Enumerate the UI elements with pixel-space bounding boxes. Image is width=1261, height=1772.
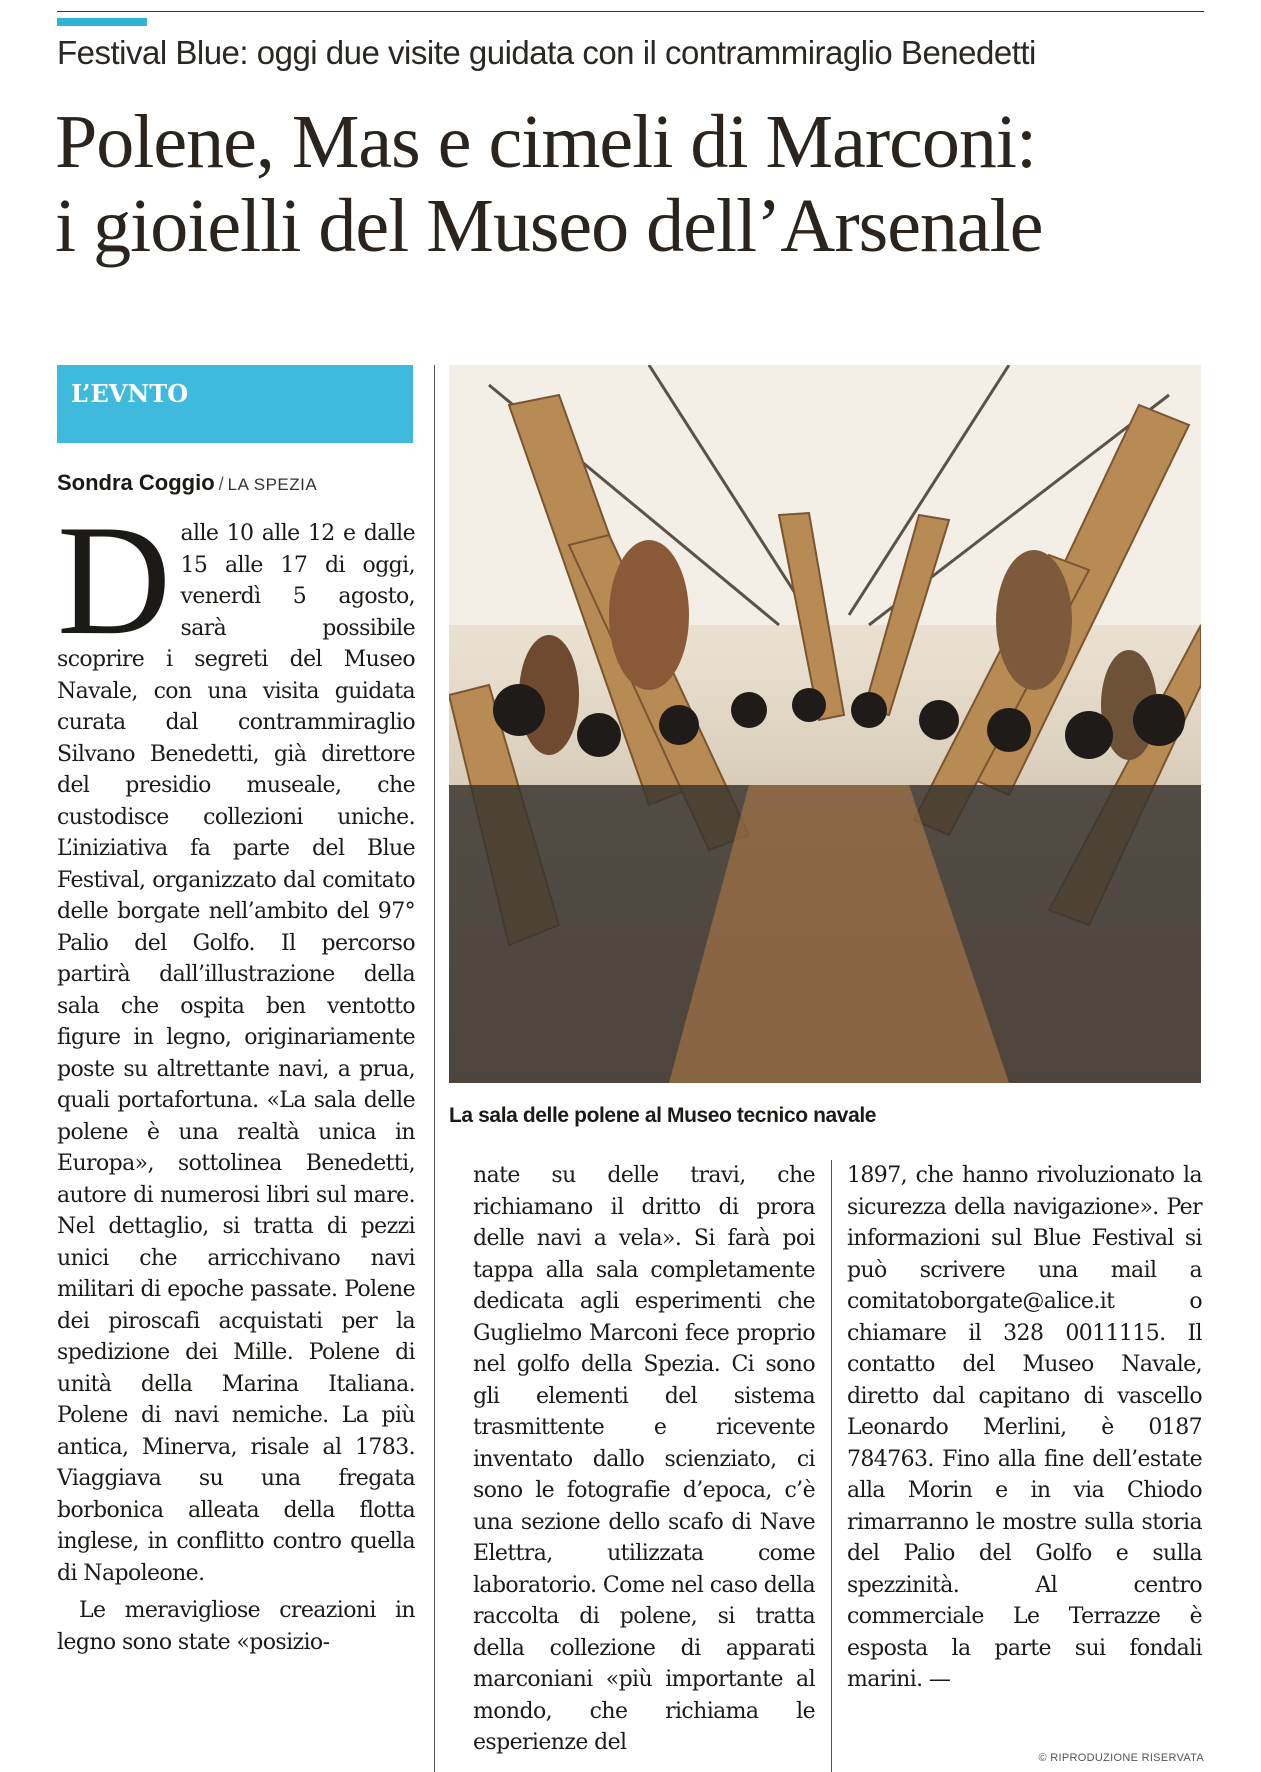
headline-line-2: i gioielli del Museo dell’Arsenale xyxy=(55,184,1043,268)
article-column-2: nate su delle travi, che richiamano il dritto di prora delle navi a vela». Si farà poi tappa alla sala completamente dedicata agli esperimenti che Guglielmo Marconi fece proprio nel golfo della Spezia. Ci sono gli elementi del sistema trasmittente e ricevente inventato dallo scienziato, ci sono le fotografie d’epoca, c’è una sezione dello scafo di Nave Elettra, utilizzata come laboratorio. Come nel caso della raccolta di polene, si tratta della collezione di apparati marconiani «più importante al mondo, che richiama le esperienze del xyxy=(473,1163,815,1755)
museum-photo xyxy=(449,365,1201,1083)
article-column-3: 1897, che hanno rivoluzionato la sicurezza della navigazione». Per informazioni sul Blue Festival si può scrivere una mail a comitatoborgate@alice.it o chiamare il 328 0011115. Il contatto del Museo Navale, diretto dal capitano di vascello Leonardo Merlini, è 0187 784763. Fino alla fine dell’estate alla Morin e in via Chiodo rimarranno le mostre sulla storia del Palio del Golfo e sulla spezzinità. Al centro commerciale Le Terrazze è esposta la parte sui fondali marini. — xyxy=(847,1163,1202,1692)
headline xyxy=(55,100,1215,268)
photo-caption: La sala delle polene al Museo tecnico navale xyxy=(449,1104,877,1127)
headline-line-1: Polene, Mas e cimeli di Marconi: xyxy=(55,100,1037,184)
copyright-notice: © RIPRODUZIONE RISERVATA xyxy=(1038,1752,1204,1764)
top-rule xyxy=(57,11,1204,12)
byline-author: Sondra Coggio xyxy=(57,470,215,495)
byline-separator: / xyxy=(218,474,224,494)
article-column-1 xyxy=(57,493,415,1658)
kicker: Festival Blue: oggi due visite guidata con il contrammiraglio Benedetti xyxy=(57,34,1036,71)
article-paragraph: Le meravigliose creazioni in legno sono state «posizio- xyxy=(57,1598,415,1655)
byline-place: LA SPEZIA xyxy=(227,475,318,494)
dropcap: D xyxy=(57,493,171,668)
museum-photo-illustration xyxy=(449,365,1201,1083)
article-paragraph: alle 10 alle 12 e dalle 15 alle 17 di oggi, venerdì 5 agosto, sarà possibile scoprire i segreti del Museo Navale, con una visita guidata curata dal contrammiraglio Silvano Benedetti, già direttore del presidio museale, che custodisce collezioni uniche. L’iniziativa fa parte del Blue Festival, organizzato dal comitato delle borgate nell’ambito del 97° Palio del Golfo. Il percorso partirà dall’illustrazione della sala che ospita ben ventotto figure in legno, originariamente poste su altrettante navi, a prua, quali portafortuna. «La sala delle polene è una realtà unica in Europa», sottolinea Benedetti, autore di numerosi libri sul mare. Nel dettaglio, si tratta di pezzi unici che arricchivano navi militari di epoche passate. Polene dei piroscafi acquistati per la spedizione dei Mille. Polene di unità della Marina Italiana. Polene di navi nemiche. La più antica, Minerva, risale al 1783. Viaggiava su una fregata borbonica alleata della flotta inglese, in conflitto contro quella di Napoleone. xyxy=(57,521,415,1586)
section-label: L’EVNTO xyxy=(71,379,189,408)
column-rule xyxy=(434,365,435,1772)
column-rule xyxy=(831,1160,832,1772)
top-accent-bar xyxy=(57,18,147,26)
section-box xyxy=(57,365,413,443)
